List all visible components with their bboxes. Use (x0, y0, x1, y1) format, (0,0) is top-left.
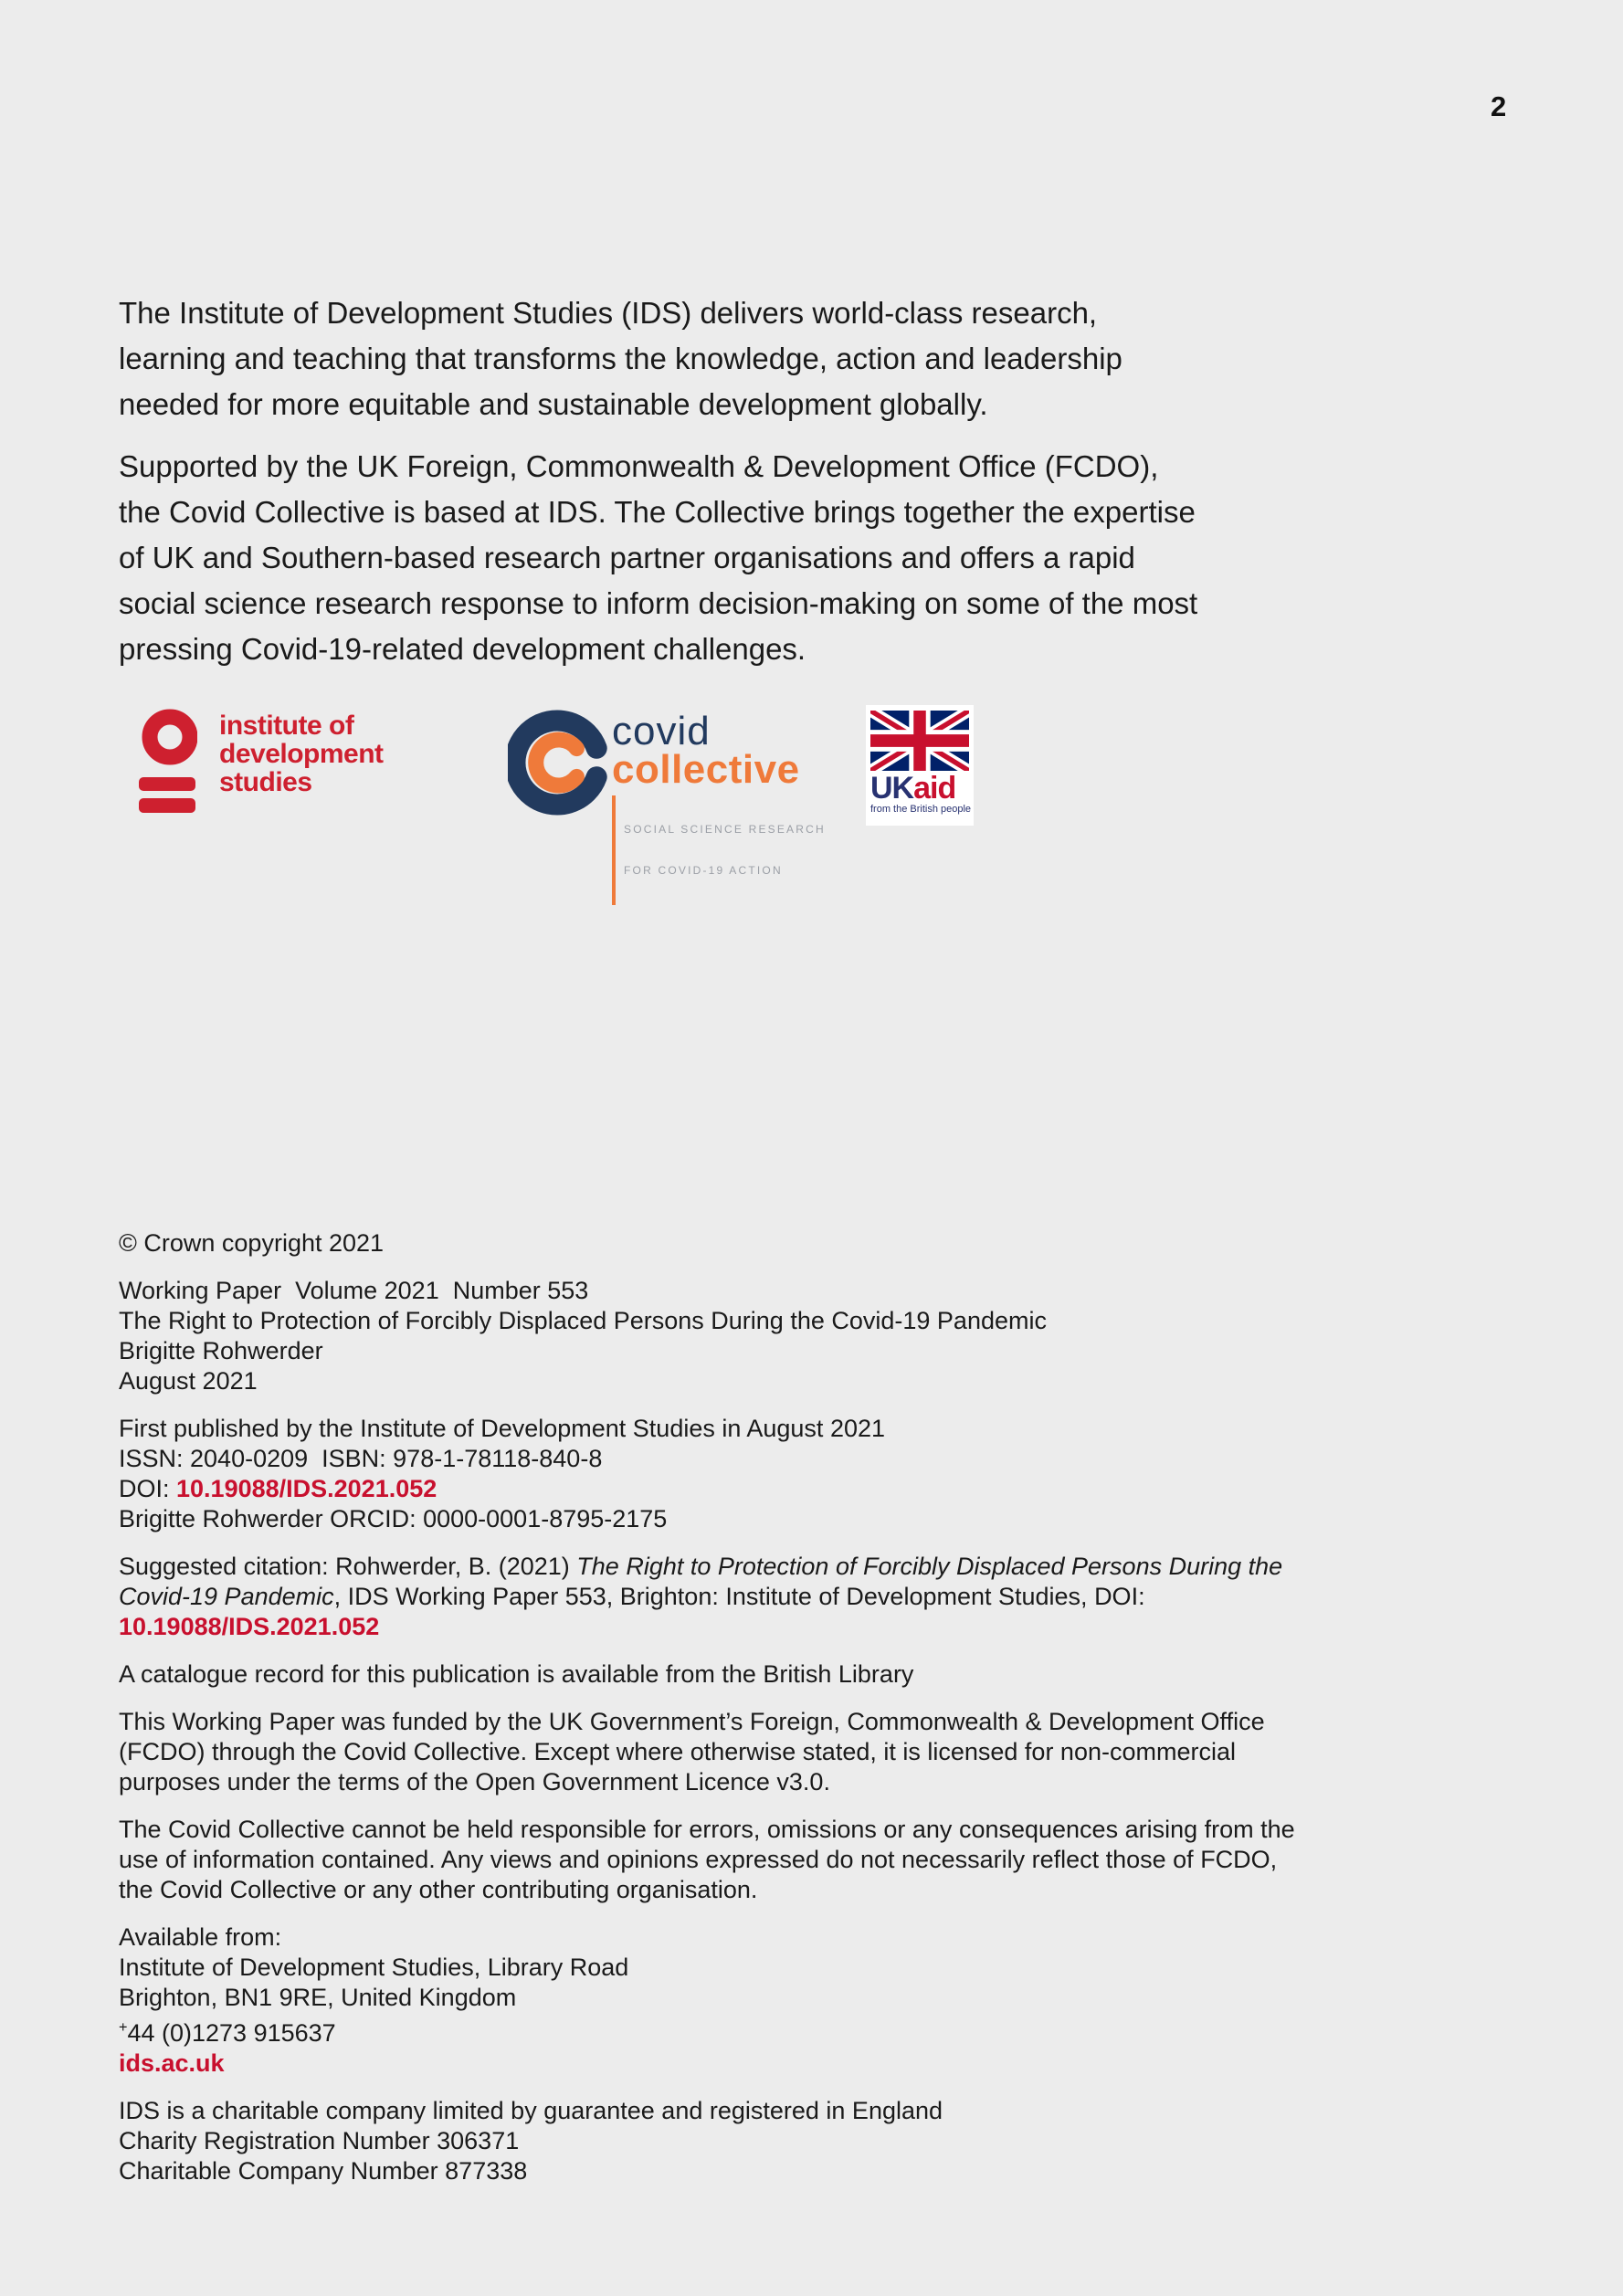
publication-details (119, 1414, 1333, 1534)
text-line: IDS is a charitable company limited by guarantee and registered in England (119, 2097, 943, 2124)
ukaid-wordmark (870, 771, 969, 806)
text-line: The Institute of Development Studies (IDS) delivers world-class research, (119, 296, 1098, 330)
ids-logo-line: institute of (219, 711, 354, 741)
working-paper-details (119, 1276, 1333, 1396)
phone-number: 44 (0)1273 915637 (127, 2019, 336, 2047)
text-line: the Covid Collective is based at IDS. The Collective brings together the expertise (119, 495, 1196, 529)
page-number: 2 (1491, 90, 1507, 122)
covid-collective-mark-icon (508, 705, 608, 820)
phone-plus: + (119, 2019, 128, 2036)
citation-line-2 (119, 1582, 1333, 1612)
text-line: Working Paper Volume 2021 Number 553 (119, 1277, 589, 1304)
citation-line-3 (119, 1612, 1333, 1642)
union-jack-flag-icon (870, 711, 969, 771)
publication-date: August 2021 (119, 1367, 258, 1395)
colophon-section (119, 1228, 1333, 2204)
uk-text: UK (870, 771, 914, 806)
orcid-line: Brigitte Rohwerder ORCID: 0000-0001-8795-2175 (119, 1505, 668, 1532)
text-line: Charitable Company Number 877338 (119, 2157, 528, 2185)
author-name: Brigitte Rohwerder (119, 1337, 323, 1364)
ids-logo-line: studies (219, 767, 312, 797)
collective-wordmark: collective (612, 747, 800, 792)
ukaid-tagline: from the British people (870, 804, 972, 815)
text-line: of UK and Southern-based research partner organisations and offers a rapid (119, 541, 1135, 574)
citation-title-italic: The Right to Protection of Forcibly Displaced Persons During the (576, 1553, 1283, 1580)
text-line: This Working Paper was funded by the UK Government’s Foreign, Commonwealth & Development Office (119, 1708, 1265, 1735)
text-line: Supported by the UK Foreign, Commonwealth & Development Office (FCDO), (119, 449, 1159, 483)
ids-website-link[interactable]: ids.ac.uk (119, 2049, 225, 2077)
address-line: Brighton, BN1 9RE, United Kingdom (119, 1984, 517, 2011)
tagline-line: FOR COVID-19 ACTION (624, 864, 783, 877)
intro-paragraph-2 (119, 444, 1333, 672)
text-line: Charity Registration Number 306371 (119, 2127, 520, 2154)
ids-mark-icon (137, 708, 197, 825)
charity-details (119, 2096, 1333, 2186)
catalogue-note (119, 1659, 1333, 1690)
paper-title: The Right to Protection of Forcibly Displaced Persons During the Covid-19 Pandemic (119, 1307, 1047, 1334)
text-line: First published by the Institute of Development Studies in August 2021 (119, 1415, 886, 1442)
ids-logo (137, 708, 384, 825)
covid-collective-logo (508, 705, 826, 905)
doi-link[interactable]: 10.19088/IDS.2021.052 (176, 1475, 437, 1502)
tagline-line: SOCIAL SCIENCE RESEARCH (624, 823, 826, 836)
doi-link[interactable]: 10.19088/IDS.2021.052 (119, 1613, 380, 1640)
text-line: Available from: (119, 1923, 282, 1951)
website-line (119, 2048, 1333, 2079)
address-line: Institute of Development Studies, Library Road (119, 1954, 629, 1981)
text-line: (FCDO) through the Covid Collective. Except where otherwise stated, it is licensed for non-commercial (119, 1738, 1236, 1765)
covid-collective-tagline (612, 795, 826, 905)
availability-details (119, 1922, 1333, 2079)
ukaid-logo (866, 705, 974, 826)
aid-text: aid (913, 771, 956, 806)
ids-logo-line: development (219, 739, 384, 769)
citation-text: Suggested citation: Rohwerder, B. (2021) (119, 1553, 577, 1580)
text-line: pressing Covid-19-related development challenges. (119, 632, 806, 666)
doi-label: DOI: (119, 1475, 177, 1502)
suggested-citation (119, 1552, 1333, 1642)
covid-collective-text (612, 709, 826, 905)
disclaimer-note (119, 1815, 1333, 1905)
citation-line-1 (119, 1552, 1333, 1582)
intro-section (119, 290, 1333, 689)
text-line: purposes under the terms of the Open Government Licence v3.0. (119, 1768, 830, 1796)
citation-text: , IDS Working Paper 553, Brighton: Institute of Development Studies, DOI: (333, 1583, 1145, 1610)
intro-paragraph-1 (119, 290, 1333, 427)
crown-copyright (119, 1228, 1333, 1259)
phone-line (119, 2013, 1333, 2048)
covid-wordmark: covid (612, 709, 711, 753)
text-line: A catalogue record for this publication is available from the British Library (119, 1660, 914, 1688)
funding-note (119, 1707, 1333, 1797)
text-line: social science research response to inform decision-making on some of the most (119, 586, 1198, 620)
ids-logo-text (219, 711, 384, 796)
text-line: The Covid Collective cannot be held responsible for errors, omissions or any consequences arising from the (119, 1816, 1295, 1843)
text-line: use of information contained. Any views and opinions expressed do not necessarily reflect those of FCDO, (119, 1846, 1278, 1873)
citation-title-italic: Covid-19 Pandemic (119, 1583, 334, 1610)
text-line: needed for more equitable and sustainable development globally. (119, 387, 988, 421)
text-line: © Crown copyright 2021 (119, 1229, 385, 1257)
issn-isbn-line: ISSN: 2040-0209 ISBN: 978-1-78118-840-8 (119, 1445, 603, 1472)
text-line: the Covid Collective or any other contributing organisation. (119, 1876, 758, 1903)
doi-line (119, 1474, 1333, 1504)
text-line: learning and teaching that transforms the knowledge, action and leadership (119, 342, 1122, 375)
